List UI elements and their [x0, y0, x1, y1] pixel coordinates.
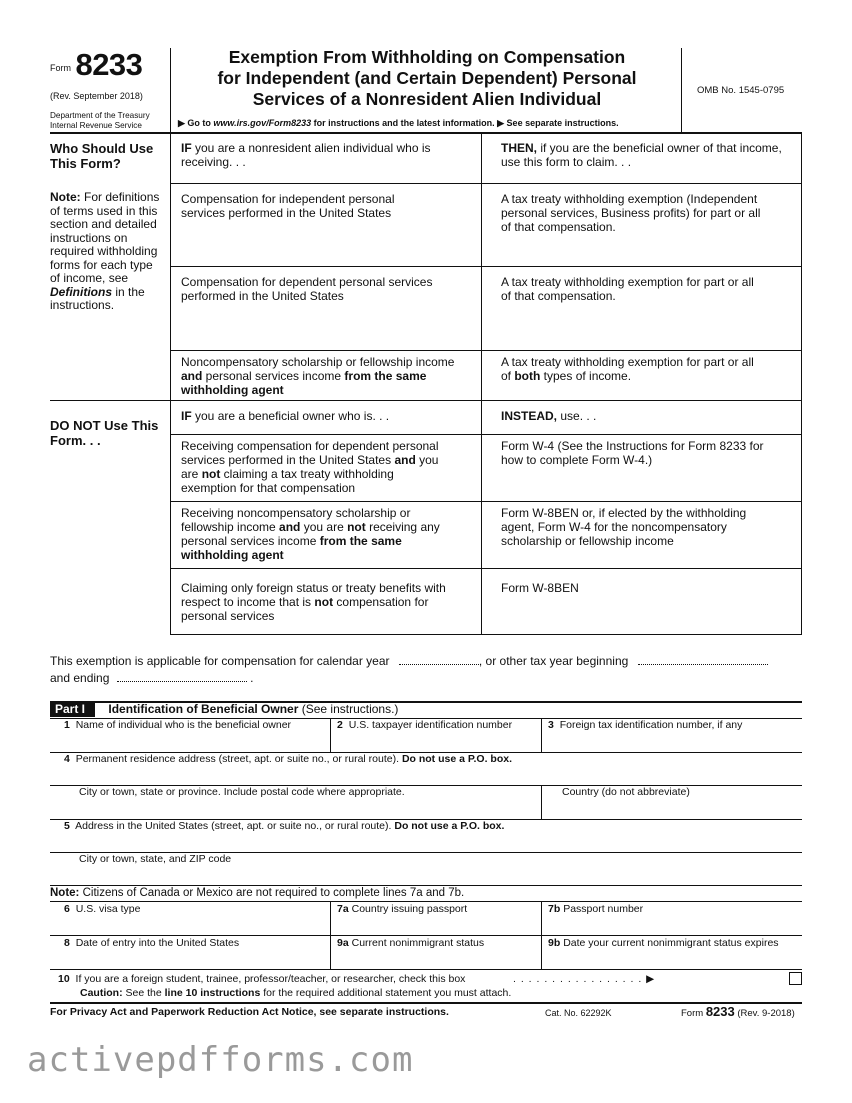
if-header: IF you are a nonresident alien individual who is receiving. . .	[181, 141, 431, 169]
goto-instructions: ▶ Go to www.irs.gov/Form8233 for instructions and the latest information. ▶ See separate instructions.	[178, 118, 619, 128]
line-10-checkbox[interactable]	[789, 972, 802, 985]
title-line-1: Exemption From Withholding on Compensation	[228, 47, 626, 67]
dnu-row-2-left: Receiving noncompensatory scholarship or fellowship income and you are not receiving any personal services income from the same withholding agent	[181, 506, 440, 562]
dnu-if-header: IF you are a beneficial owner who is. . .	[181, 409, 390, 423]
part1-header: Part I Identification of Beneficial Owner (See instructions.)	[50, 702, 398, 717]
part1-tag: Part I	[50, 701, 95, 717]
line-9b-label: 9b Date your current nonimmigrant status expires	[548, 937, 779, 949]
form-number-block	[50, 47, 170, 83]
line-8-label: 8 Date of entry into the United States	[64, 937, 240, 949]
line-4-city-label: City or town, state or province. Include postal code where appropriate.	[79, 786, 405, 798]
line-7b-label: 7b Passport number	[548, 903, 644, 915]
instead-header: INSTEAD, use. . .	[501, 409, 597, 423]
do-not-use-heading: DO NOT Use This Form. . .	[50, 418, 159, 448]
calendar-year-field[interactable]	[399, 654, 479, 665]
then-header: THEN, if you are the beneficial owner of that income, use this form to claim. . .	[501, 141, 782, 169]
exemption-line-1: This exemption is applicable for compensation for calendar year , or other tax year beginning	[50, 654, 810, 668]
dnu-row-3-left: Claiming only foreign status or treaty benefits with respect to income that is not compensation for personal services	[181, 581, 446, 623]
line-6-label: 6 U.S. visa type	[64, 903, 141, 915]
dnu-row-3-right: Form W-8BEN	[501, 581, 579, 595]
exemption-line-2: and ending .	[50, 671, 254, 685]
line-5-label: 5 Address in the United States (street, apt. or suite no., or rural route). Do not use a P.O. box.	[64, 820, 505, 832]
form-word: Form	[50, 63, 71, 73]
title-line-3: Services of a Nonresident Alien Individual	[252, 89, 602, 109]
who-row-1-right: A tax treaty withholding exemption (Independent personal services, Business profits) for part or all of that compensation.	[501, 192, 761, 234]
line-2-label: 2 U.S. taxpayer identification number	[337, 719, 513, 731]
title-line-2: for Independent (and Certain Dependent) Personal	[217, 68, 637, 88]
part1-note: Note: Citizens of Canada or Mexico are not required to complete lines 7a and 7b.	[50, 887, 465, 899]
tax-year-beginning-field[interactable]	[638, 654, 768, 665]
who-should-note: Note: For definitions of terms used in this section and detailed instructions on required withholding forms for each type of income, see Definitions in the instructions.	[50, 190, 160, 312]
footer-form-id: Form 8233 (Rev. 9-2018)	[681, 1004, 795, 1019]
who-row-1-left: Compensation for independent personal services performed in the United States	[181, 192, 395, 220]
who-should-heading: Who Should Use This Form?	[50, 141, 154, 171]
watermark: activepdfforms.com	[27, 1040, 414, 1080]
catalog-number: Cat. No. 62292K	[545, 1008, 612, 1018]
line-3-label: 3 Foreign tax identification number, if any	[548, 719, 743, 731]
privacy-notice: For Privacy Act and Paperwork Reduction Act Notice, see separate instructions.	[50, 1006, 449, 1018]
line-9a-label: 9a Current nonimmigrant status	[337, 937, 485, 949]
revision-date: (Rev. September 2018)	[50, 91, 143, 101]
who-row-3-right: A tax treaty withholding exemption for part or all of both types of income.	[501, 355, 754, 383]
dnu-row-2-right: Form W-8BEN or, if elected by the withholding agent, Form W-4 for the noncompensatory scholarship or fellowship income	[501, 506, 747, 548]
who-row-2-left: Compensation for dependent personal services performed in the United States	[181, 275, 433, 303]
dnu-row-1-left: Receiving compensation for dependent personal services performed in the United States and you are not claiming a tax treaty withholding exemption for that compensation	[181, 439, 439, 495]
form-title	[172, 47, 682, 110]
line-4-country-label: Country (do not abbreviate)	[562, 786, 690, 798]
line-4-label: 4 Permanent residence address (street, apt. or suite no., or rural route). Do not use a P.O. box.	[64, 753, 513, 765]
line-10-label: 10 If you are a foreign student, trainee, professor/teacher, or researcher, check this box	[58, 973, 466, 985]
line-1-label: 1 Name of individual who is the beneficial owner	[64, 719, 292, 731]
omb-number: OMB No. 1545-0795	[697, 85, 785, 96]
dnu-row-1-right: Form W-4 (See the Instructions for Form 8233 for how to complete Form W-4.)	[501, 439, 764, 467]
line-5-city-label: City or town, state, and ZIP code	[79, 853, 232, 865]
line-10-dots: . . . . . . . . . . . . . . . . . ▶	[513, 973, 656, 985]
who-row-3-left: Noncompensatory scholarship or fellowship income and personal services income from the same withholding agent	[181, 355, 455, 397]
form-number: 8233	[75, 47, 143, 82]
irs-url[interactable]: www.irs.gov/Form8233	[213, 118, 312, 128]
line-10-caution: Caution: See the line 10 instructions for the required additional statement you must attach.	[80, 987, 512, 999]
who-row-2-right: A tax treaty withholding exemption for part or all of that compensation.	[501, 275, 754, 303]
line-7a-label: 7a Country issuing passport	[337, 903, 468, 915]
department: Department of the Treasury Internal Revenue Service	[50, 111, 150, 130]
tax-year-ending-field[interactable]	[117, 671, 247, 682]
